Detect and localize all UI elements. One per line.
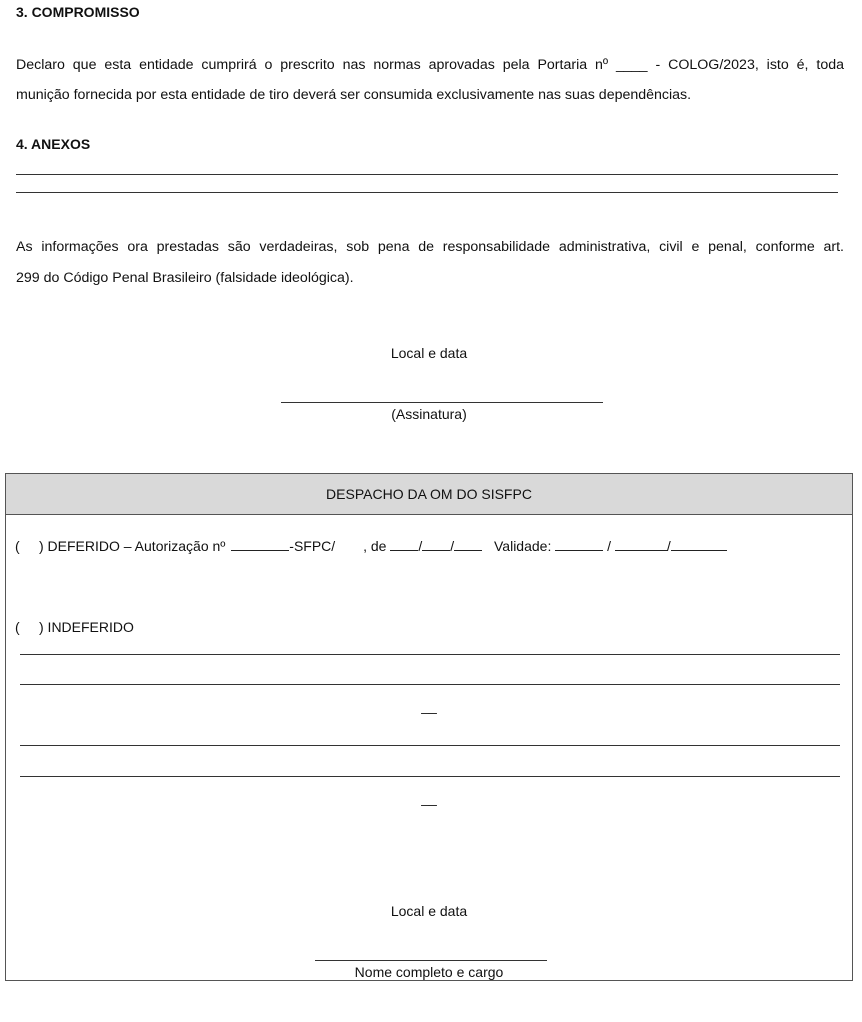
despacho-name-label: Nome completo e cargo [354,964,504,980]
commitment-line-2: munição fornecida por esta entidade de tiro deverá ser consumida exclusivamente nas suas dependências. [16,87,692,103]
reason-line-4 [20,776,840,777]
validity-year-field[interactable] [671,538,727,551]
date-month-field[interactable] [422,538,450,551]
indeferido-label: ) INDEFERIDO [39,619,134,635]
reason-line-3 [20,745,840,746]
despacho-title: DESPACHO DA OM DO SISFPC [6,474,852,515]
date-prefix-label: , de [363,538,387,554]
despacho-signature-line [315,960,547,961]
reason-line-2 [20,684,840,685]
signature-label: (Assinatura) [391,406,467,422]
reason-line-1 [20,654,840,655]
annex-line-1 [16,174,838,175]
authorization-number-field[interactable] [231,538,289,551]
date-year-field[interactable] [454,538,482,551]
declaration-line-2: 299 do Código Penal Brasileiro (falsidade ideológica). [16,270,354,286]
declaration-line-1: As informações ora prestadas são verdadeiras, sob pena de responsabilidade administrativa, civil e penal, conforme art. [16,239,844,255]
signature-line [281,402,603,403]
validity-label: Validade: [494,538,552,554]
reason-dash-1: __ [421,698,437,714]
deferido-checkbox[interactable]: ( [15,538,20,554]
indeferido-checkbox[interactable]: ( [15,619,20,635]
reason-dash-2: __ [421,790,437,806]
section-3-title: 3. COMPROMISSO [16,4,140,20]
validity-month-field[interactable] [615,538,667,551]
signature-place-date: Local e data [390,345,468,361]
indeferido-row [15,619,134,635]
date-day-field[interactable] [390,538,418,551]
validity-day-field[interactable] [555,538,603,551]
annex-line-2 [16,192,838,193]
deferido-label: ) DEFERIDO – Autorização nº [39,538,226,554]
sfpc-label: -SFPC/ [289,538,336,554]
despacho-box [5,473,853,981]
section-4-title: 4. ANEXOS [16,136,91,152]
commitment-line-1: Declaro que esta entidade cumprirá o prescrito nas normas aprovadas pela Portaria nº ____ - COLOG/2023, isto é, toda [16,57,844,73]
despacho-place-date: Local e data [390,903,468,919]
deferido-row: ( ) DEFERIDO – Autorização nº -SFPC/ , de / / Validade: / / [15,538,727,554]
